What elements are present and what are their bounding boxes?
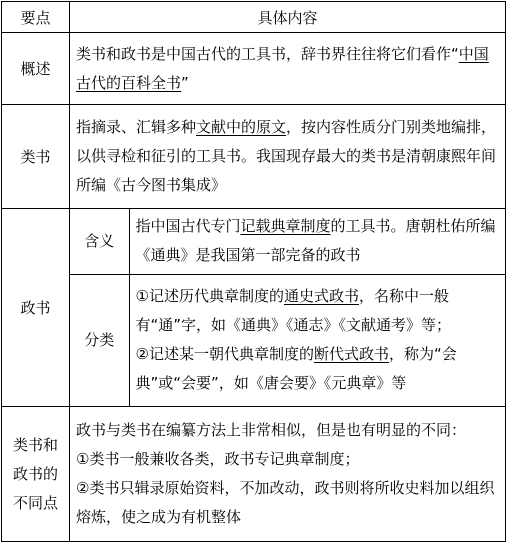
header-row [2, 2, 506, 33]
leishu-text-start: 指摘录、汇辑多种 [76, 118, 197, 136]
label-difference-line-1: 类书和 [12, 435, 58, 454]
difference-line-2: ①类书一般兼收各类，政书专记典章制度； [76, 450, 360, 468]
meaning-text-start: 指中国古代专门 [135, 217, 241, 236]
row-leishu [2, 105, 506, 209]
overview-text-end: ” [181, 73, 189, 92]
comparison-table [1, 1, 506, 542]
row-classification [70, 274, 506, 406]
content-leishu [70, 105, 506, 209]
classification-item-2-start: ②记述某一朝代典章制度的 [135, 345, 314, 364]
label-overview: 概述 [2, 33, 70, 105]
leishu-underlined-term: 文献中的原文 [196, 118, 287, 136]
overview-underlined-term: 中国古代的百科全书 [76, 44, 489, 92]
leishu-text-end: ，按内容性质分门别类地编排，以供寻检和征引的工具书。我国现存最大的类书是清朝康熙年间所编《古今图书集成》 [76, 118, 497, 194]
content-difference [70, 407, 506, 542]
content-overview [70, 33, 506, 105]
meaning-underlined-term: 记载典章制度 [240, 217, 331, 236]
label-difference-line-3: 不同点 [12, 493, 58, 512]
content-zhengshu [70, 209, 506, 407]
label-meaning: 含义 [70, 209, 129, 274]
label-leishu: 类书 [2, 105, 70, 209]
label-difference-line-2: 政书的 [12, 464, 58, 483]
label-difference [2, 407, 70, 542]
row-meaning [70, 209, 506, 274]
header-details: 具体内容 [70, 2, 506, 33]
label-classification: 分类 [70, 274, 129, 406]
classification-item-1-end: ，名称中一般有“通”字，如《通典》《通志》《文献通考》等； [135, 287, 452, 335]
classification-item-2-end: ，称为“会典”或“会要”，如《唐会要》《元典章》等 [135, 345, 457, 393]
overview-text-start: 类书和政书是中国古代的工具书，辞书界往往将它们看作“ [76, 44, 459, 63]
row-overview [2, 33, 506, 105]
classification-item-1-term: 通史式政书 [283, 287, 359, 306]
row-zhengshu [2, 209, 506, 407]
row-difference [2, 407, 506, 542]
difference-line-3: ②类书只辑录原始资料，不加改动，政书则将所收史料加以组织熔炼，使之成为有机整体 [76, 479, 495, 526]
classification-item-2 [136, 340, 501, 398]
label-zhengshu: 政书 [2, 209, 70, 407]
classification-item-1-start: ①记述历代典章制度的 [135, 287, 284, 306]
header-key-points: 要点 [2, 2, 70, 33]
meaning-text-end: 的工具书。唐朝杜佑所编《通典》是我国第一部完备的政书 [135, 217, 496, 265]
classification-item-1 [136, 282, 501, 340]
content-classification [129, 274, 506, 406]
difference-line-1: 政书与类书在编纂方法上非常相似，但是也有明显的不同： [76, 421, 467, 439]
classification-item-2-term: 断代式政书 [313, 345, 389, 364]
content-meaning [129, 209, 506, 274]
zhengshu-subtable [70, 209, 506, 406]
